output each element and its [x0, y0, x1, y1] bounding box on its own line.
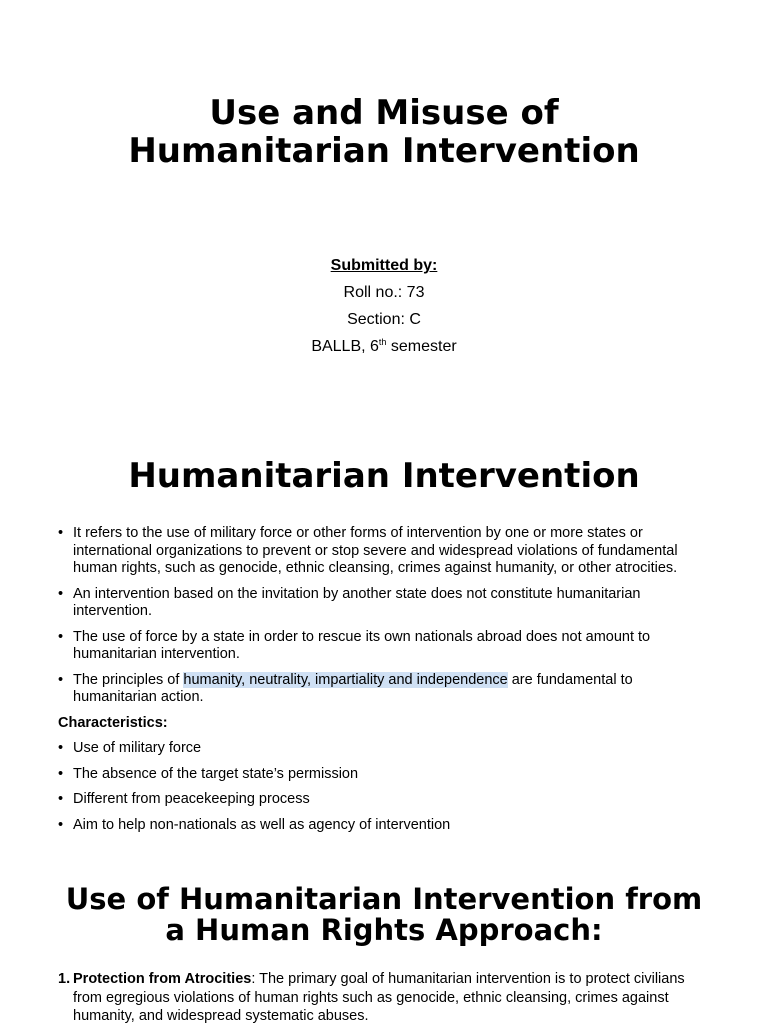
- course-info: [0, 333, 768, 360]
- section-body-humanitarian-intervention: [58, 525, 710, 842]
- item-text: : The primary goal of humanitarian intervention is to protect civilians from egregious violations of human rights such as genocide, ethnic cleansing, crimes against humanity, and widespread systematic abuses.: [73, 971, 685, 1024]
- item-term: Protection from Atrocities: [73, 971, 252, 987]
- list-item: • The absence of the target state’s permission: [58, 766, 710, 784]
- course-prefix: BALLB, 6: [311, 338, 379, 355]
- course-suffix: semester: [386, 338, 457, 355]
- submission-block: [0, 252, 768, 360]
- list-item: • Aim to help non-nationals as well as agency of intervention: [58, 817, 710, 835]
- course-superscript: th: [378, 337, 387, 347]
- section-info: Section: C: [347, 311, 421, 328]
- list-item: • An intervention based on the invitation by another state does not constitute humanitarian intervention.: [58, 586, 710, 621]
- list-item: • The use of force by a state in order to rescue its own nationals abroad does not amount to humanitarian intervention.: [58, 629, 710, 664]
- heading-line-1: Use of Humanitarian Intervention from: [65, 882, 703, 916]
- list-item: • It refers to the use of military force or other forms of intervention by one or more states or international organizations to prevent or stop severe and widespread violations of fundamental human rights, such as genocide, ethnic cleansing, crimes against humanity, or other atrocities.: [58, 525, 710, 578]
- characteristics-list: [58, 740, 710, 834]
- section-body-use: [58, 970, 710, 1026]
- title-line-2: Humanitarian Intervention: [128, 131, 640, 171]
- list-item: • Different from peacekeeping process: [58, 791, 710, 809]
- highlighted-text: humanity, neutrality, impartiality and independence: [183, 671, 508, 688]
- principles-text-after: are fundamental to humanitarian action.: [73, 671, 633, 705]
- item-number: 1.: [58, 971, 71, 987]
- principles-text-before: The principles of: [73, 671, 184, 688]
- section-heading-use: [0, 884, 768, 946]
- roll-number: Roll no.: 73: [343, 284, 425, 301]
- numbered-item: [58, 970, 710, 1026]
- title-line-1: Use and Misuse of: [209, 93, 559, 133]
- heading-line-2: a Human Rights Approach:: [165, 913, 603, 947]
- document-title: [0, 94, 768, 170]
- submitted-by-label: Submitted by:: [330, 257, 438, 274]
- list-item: • Use of military force: [58, 740, 710, 758]
- definition-list: [58, 525, 710, 707]
- characteristics-label: Characteristics:: [58, 714, 168, 731]
- list-item-principles: [58, 672, 710, 707]
- section-heading-humanitarian-intervention: Humanitarian Intervention: [128, 456, 640, 496]
